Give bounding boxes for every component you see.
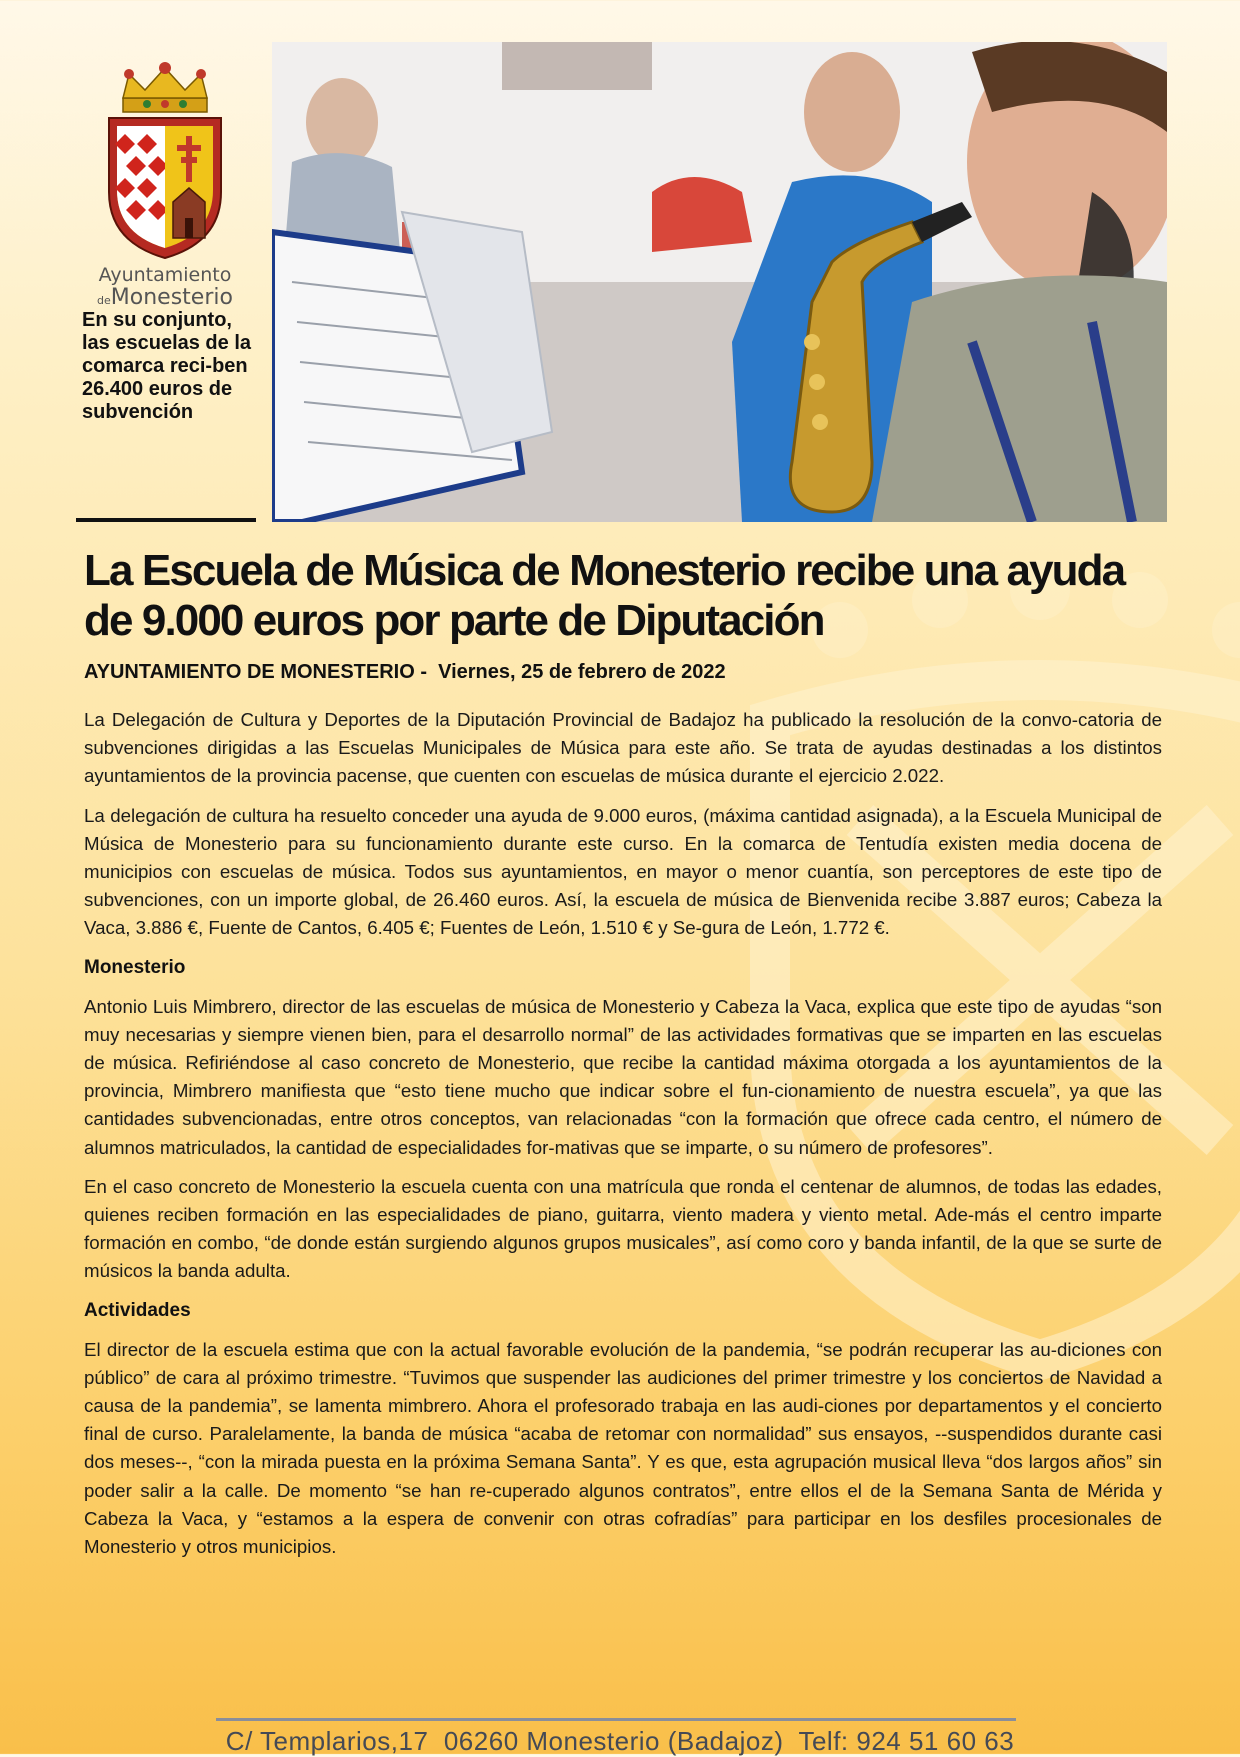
coat-of-arms-icon [95,62,235,262]
town-hall-logo [90,62,240,309]
footer-address: C/ Templarios,17 06260 Monesterio (Badajoz) Telf: 924 51 60 63 [225,1726,1015,1756]
paragraph-2: La delegación de cultura ha resuelto conceder una ayuda de 9.000 euros, (máxima cantidad asignada), a la Escuela Municipal de Música de Monesterio para su funcionamiento durante este curso. En la comarca de Tentudía existen media docena de municipios con escuelas de música. Todos sus ayuntamientos, en mayor o menor cuantía, son perceptores de este tipo de subvenciones, con un importe global, de 26.460 euros. Así, la escuela de música de Bienvenida recibe 3.887 euros; Cabeza la Vaca, 3.886 €, Fuente de Cantos, 6.405 €; Fuentes de León, 1.510 € y Se-gura de León, 1.772 €. [84,804,1162,939]
article-photo [272,42,1167,522]
article-headline: La Escuela de Música de Monesterio recibe una ayuda de 9.000 euros por parte de Diputación [84,546,1125,645]
logo-text-de: de [97,293,111,307]
article-body [84,706,1162,1572]
article-byline: AYUNTAMIENTO DE MONESTERIO - Viernes, 25 de febrero de 2022 [84,661,726,683]
logo-text-ayuntamiento: Ayuntamiento [98,264,232,286]
subheading-actividades: Actividades [84,1299,191,1321]
subheading-monesterio: Monesterio [84,956,186,978]
paragraph-1: La Delegación de Cultura y Deportes de la Diputación Provincial de Badajoz ha publicado la resolución de la convo-catoria de subvenciones dirigidas a las Escuelas Municipales de Música para este año. Se trata de ayudas destinadas a los distintos ayuntamientos de la provincia pacense, que cuenten con escuelas de música durante el ejercicio 2.022. [84,709,1162,787]
paragraph-3: Antonio Luis Mimbrero, director de las escuelas de música de Monesterio y Cabeza la Vaca, explica que este tipo de ayudas “son muy necesarias y siempre vienen bien, para el desarrollo normal” de las actividades formativas que se imparten en las escuelas de música. Refiriéndose al caso concreto de Monesterio, que recibe la cantidad máxima otorgada a los ayuntamientos de la provincia, Mimbrero manifiesta que “esto tiene mucho que indicar sobre el fun-cionamiento de nuestra escuela”, ya que las cantidades subvencionadas, entre otros conceptos, van relacionadas “con la formación que ofrece cada centro, el número de alumnos matriculados, la cantidad de especialidades for-mativas que se imparte, o su número de profesores”. [84,995,1162,1158]
sidebar-highlight: En su conjunto, las escuelas de la comarca reci-ben 26.400 euros de subvención [82,309,252,423]
logo-text-monesterio [90,286,240,309]
paragraph-5: El director de la escuela estima que con la actual favorable evolución de la pandemia, “se podrán recuperar las au-diciones con público” de cara al próximo trimestre. “Tuvimos que suspender las audiciones del primer trimestre y los conciertos de Navidad a causa de la pandemia”, se lamenta mimbrero. Ahora el profesorado trabaja en las audi-ciones por departamentos y el concierto final de curso. Paralelamente, la banda de música “acaba de retomar con normalidad” sus ensayos, --suspendidos durante casi dos meses--, “con la mirada puesta en la próxima Semana Santa”. Y es que, esta agrupación musical lleva “dos largos años” sin poder salir a la calle. De momento “se han re-cuperado algunos contratos”, entre ellos el de la Semana Santa de Mérida y Cabeza la Vaca, y “estamos a la espera de convenir con otras cofradías” para participar en los desfiles procesionales de Monesterio y otros municipios. [84,1338,1162,1558]
paragraph-4: En el caso concreto de Monesterio la escuela cuenta con una matrícula que ronda el centenar de alumnos, de todas las edades, quienes reciben formación en las especialidades de piano, guitarra, viento madera y viento metal. Ade-más el centro imparte formación en combo, “de donde están surgiendo algunos grupos musicales”, así como coro y banda infantil, de la que se surte de músicos la banda adulta. [84,1175,1162,1282]
logo-text-town: Monesterio [110,284,233,310]
saxophone-students-photo [272,42,1167,522]
sidebar-divider [76,518,256,522]
footer-divider [216,1718,1016,1721]
